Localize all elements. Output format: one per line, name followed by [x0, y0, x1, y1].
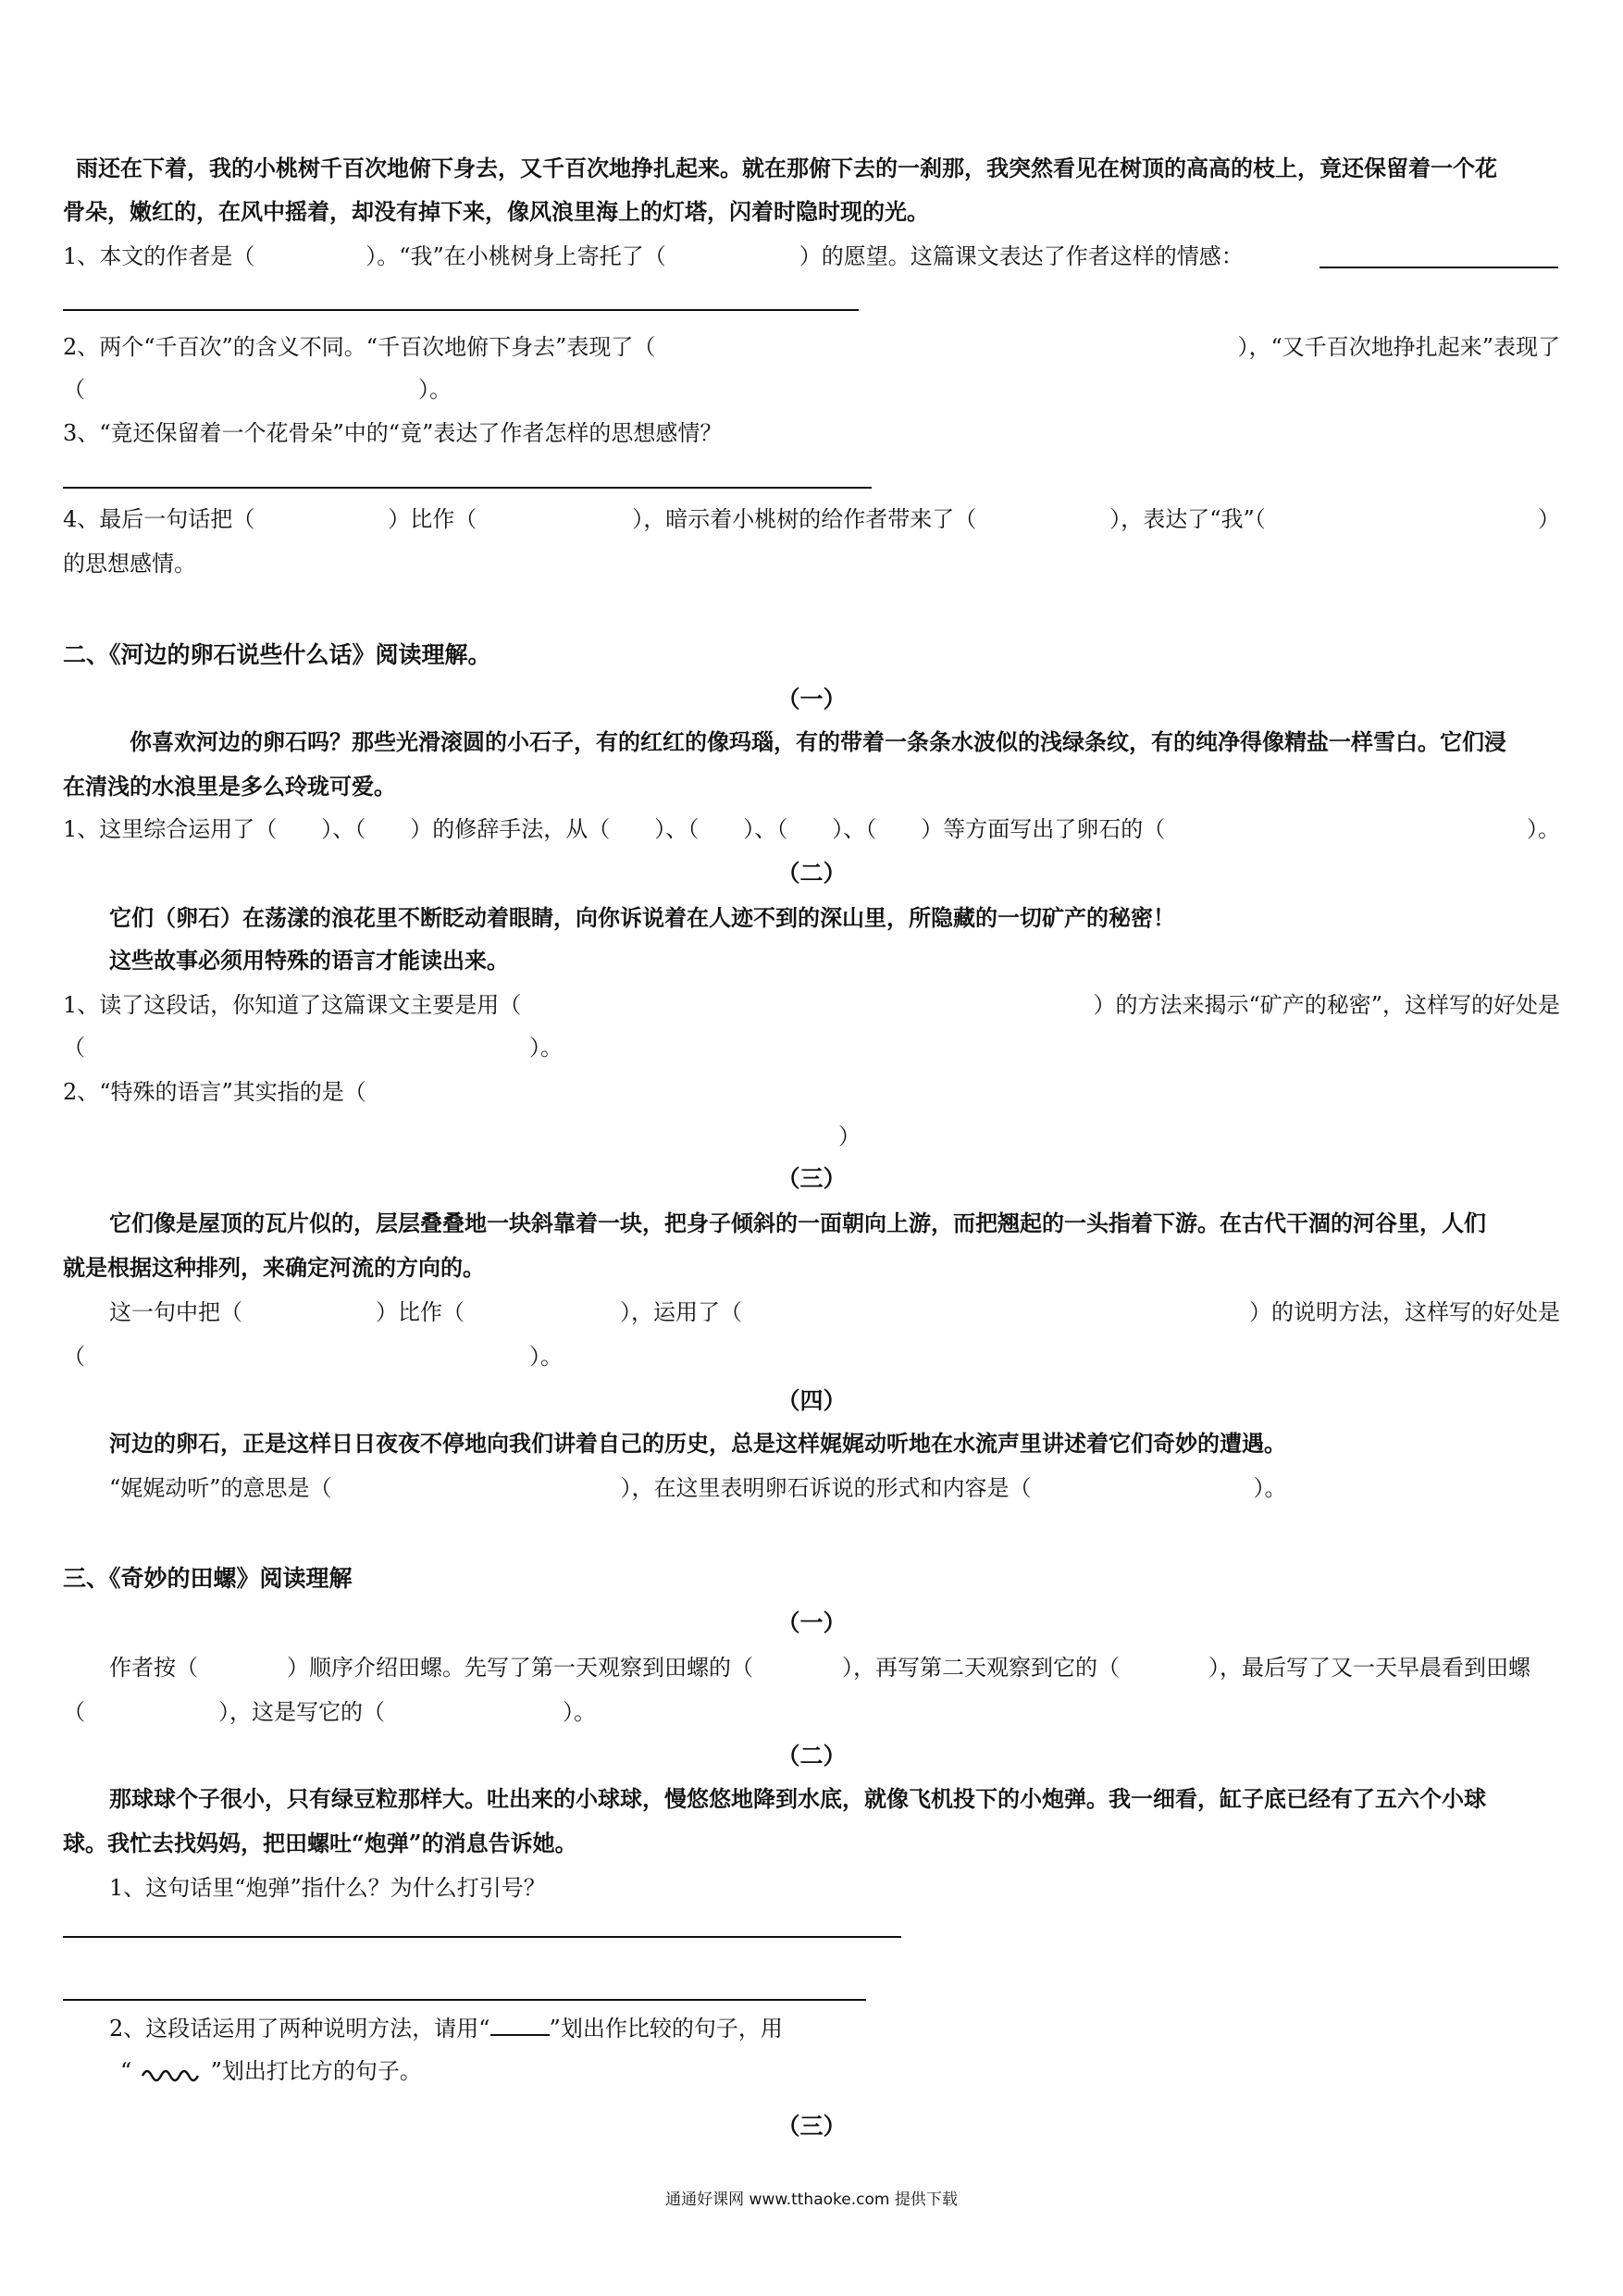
- straight-underline-sample: [490, 2016, 550, 2036]
- passage-line: 就是根据这种排列，来确定河流的方向的。: [63, 1254, 485, 1281]
- section-3-question: [120, 2056, 422, 2086]
- passage-line: 它们（卵石）在荡漾的浪花里不断眨动着眼睛，向你诉说着在人迹不到的深山里，所隐藏的一切矿产的秘密！: [109, 904, 1175, 931]
- section-2-title: 二、《河边的卵石说些什么话》阅读理解。: [63, 641, 491, 668]
- answer-line[interactable]: [63, 487, 872, 489]
- question-part: 2、这段话运用了两种说明方法，请用“: [109, 2016, 490, 2042]
- question-2-part: 2、两个“千百次”的含义不同。“千百次地俯下身去”表现了（: [63, 334, 656, 360]
- part-label: （一）: [776, 686, 847, 713]
- section-2-question: 2、“特殊的语言”其实指的是（: [63, 1079, 366, 1105]
- question-part: 这一句中把（ ）比作（ ），运用了（: [109, 1299, 742, 1325]
- wavy-underline-icon: [139, 2063, 204, 2083]
- part-label: （二）: [776, 860, 847, 887]
- question-part: 1、这里综合运用了（ ）、（ ）的修辞手法，从（ ）、（ ）、（ ）、（ ）等方面写出了卵石的（: [63, 816, 1166, 842]
- question-4-part: ）: [1538, 506, 1560, 532]
- answer-line[interactable]: [1319, 267, 1558, 268]
- passage-line: 河边的卵石，正是这样日日夜夜不停地向我们讲着自己的历史，总是这样娓娓动听地在水流声里讲述着它们奇妙的遭遇。: [109, 1430, 1286, 1457]
- passage-line: 球。我忙去找妈妈，把田螺吐“炮弹”的消息告诉她。: [63, 1830, 577, 1856]
- question-2-part: ），“又千百次地挣扎起来”表现了: [1237, 334, 1560, 360]
- passage-line: 这些故事必须用特殊的语言才能读出来。: [109, 947, 509, 974]
- question-1: 1、本文的作者是（ ）。“我”在小桃树身上寄托了（ ）的愿望。这篇课文表达了作者这样的情感：: [63, 243, 1244, 269]
- part-label: （四）: [776, 1387, 847, 1414]
- question-part: ）的说明方法，这样写的好处是: [1249, 1299, 1560, 1325]
- section-3-question: [109, 2014, 783, 2043]
- passage-line: 雨还在下着，我的小桃树千百次地俯下身去，又千百次地挣扎起来。就在那俯下去的一刹那，我突然看见在树顶的高高的枝上，竟还保留着一个花: [76, 155, 1497, 181]
- section-3-title: 三、《奇妙的田螺》阅读理解: [63, 1565, 353, 1592]
- question-2: [63, 332, 1560, 362]
- section-2-question: [63, 990, 1560, 1020]
- question-4-part: 4、最后一句话把（ ）比作（ ），暗示着小桃树的给作者带来了（ ），表达了“我”（: [63, 506, 1266, 532]
- footer-credit: 通通好课网 www.tthaoke.com 提供下载: [665, 2191, 958, 2209]
- part-label: （一）: [776, 1609, 847, 1636]
- section-2-question: “娓娓动听”的意思是（ ），在这里表明卵石诉说的形式和内容是（ ）。: [109, 1475, 1287, 1501]
- question-part: ）的方法来揭示“矿产的秘密”，这样写的好处是: [1093, 992, 1560, 1018]
- section-3-question: [109, 1653, 1560, 1682]
- answer-line[interactable]: [63, 1936, 901, 1938]
- section-3-question: 1、这句话里“炮弹”指什么？为什么打引号？: [109, 1875, 546, 1901]
- passage-line: 在清浅的水浪里是多么玲珑可爱。: [63, 773, 396, 800]
- passage-line: 它们像是屋顶的瓦片似的，层层叠叠地一块斜靠着一块，把身子倾斜的一面朝向上游，而把翘起的一头指着下游。在古代干涸的河谷里，人们: [109, 1210, 1486, 1236]
- question-part: 作者按（ ）顺序介绍田螺。先写了第一天观察到田螺的（ ），再写第二天观察到它的（ ），最后写了又一天早晨看到田螺: [109, 1655, 1530, 1681]
- passage-line: 骨朵，嫩红的，在风中摇着，却没有掉下来，像风浪里海上的灯塔，闪着时隐时现的光。: [63, 198, 929, 225]
- part-label: （三）: [776, 2113, 847, 2140]
- question-part: “: [120, 2058, 132, 2084]
- section-2-question: [63, 814, 1560, 844]
- question-close: ）: [838, 1123, 861, 1149]
- part-label: （二）: [776, 1743, 847, 1769]
- answer-line[interactable]: [63, 1999, 866, 2001]
- question-4: [63, 504, 1560, 534]
- question-cont: （ ）。: [63, 1035, 563, 1061]
- question-part: ”划出打比方的句子。: [210, 2058, 422, 2084]
- question-cont: （ ）。: [63, 1344, 563, 1370]
- part-label: （三）: [776, 1165, 847, 1192]
- answer-line[interactable]: [63, 309, 859, 311]
- question-part: ）。: [1527, 816, 1560, 842]
- question-2-cont: （ ）。: [63, 377, 452, 403]
- section-2-question: [109, 1297, 1560, 1327]
- question-part: 1、读了这段话，你知道了这篇课文主要是用（: [63, 992, 522, 1018]
- question-3: 3、“竟还保留着一个花骨朵”中的“竟”表达了作者怎样的思想感情？: [63, 420, 723, 446]
- passage-line: 你喜欢河边的卵石吗？那些光滑滚圆的小石子，有的红红的像玛瑙，有的带着一条条水波似的浅绿条纹，有的纯净得像精盐一样雪白。它们浸: [130, 728, 1506, 755]
- question-4-cont: 的思想感情。: [63, 551, 196, 577]
- question-part: ”划出作比较的句子，用: [549, 2016, 783, 2042]
- passage-line: 那球球个子很小，只有绿豆粒那样大。吐出来的小球球，慢悠悠地降到水底，就像飞机投下的小炮弹。我一细看，缸子底已经有了五六个小球: [109, 1785, 1486, 1812]
- question-cont: （ ），这是写它的（ ）。: [63, 1699, 596, 1725]
